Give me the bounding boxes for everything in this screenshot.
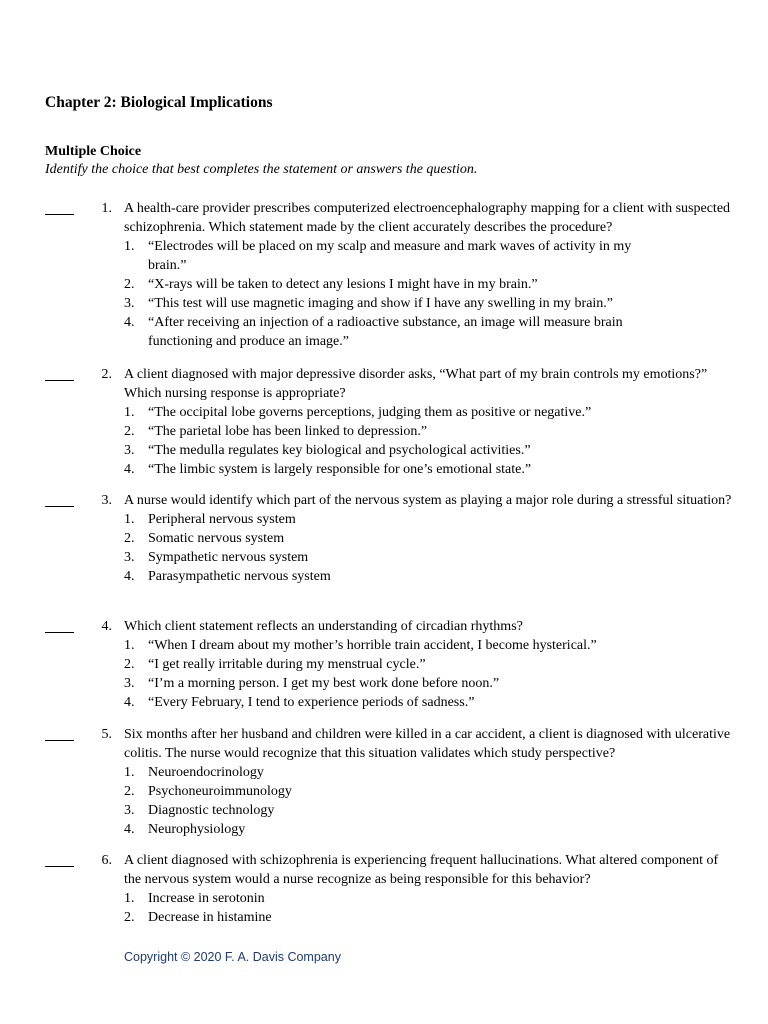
option-text: Somatic nervous system (148, 531, 285, 546)
option-text: Psychoneuroimmunology (148, 784, 292, 799)
option-number: 3. (124, 296, 135, 311)
option (124, 548, 735, 567)
question-3 (45, 491, 735, 586)
option (124, 782, 735, 801)
question-4 (45, 617, 735, 712)
option-text: “The medulla regulates key biological and psychological activities.” (148, 443, 531, 458)
option-number: 3. (124, 443, 135, 458)
option (124, 763, 735, 782)
option-text: Sympathetic nervous system (148, 550, 309, 565)
question-5 (45, 725, 735, 839)
question-stem: Which client statement reflects an understanding of circadian rhythms? (124, 619, 523, 634)
option-text: “When I dream about my mother’s horrible train accident, I become hysterical.” (148, 638, 597, 653)
question-number: 6. (101, 853, 112, 868)
question-stem: A client diagnosed with major depressive disorder asks, “What part of my brain controls my emotions?” Which nursing response is appropriate? (124, 367, 708, 401)
option-number: 4. (124, 569, 135, 584)
option (124, 313, 735, 351)
option (124, 403, 735, 422)
option (124, 275, 735, 294)
option (124, 801, 735, 820)
question-2 (45, 365, 735, 479)
option (124, 529, 735, 548)
option (124, 510, 735, 529)
option-text: “I get really irritable during my menstrual cycle.” (148, 657, 426, 672)
question-stem: A health-care provider prescribes computerized electroencephalography mapping for a client with suspected schizophrenia. Which statement made by the client accurately describes the procedure? (124, 201, 731, 235)
question-stem: Six months after her husband and children were killed in a car accident, a client is diagnosed with ulcerative colitis. The nurse would recognize that this situation validates which study perspective? (124, 727, 731, 761)
question-number: 2. (101, 367, 112, 382)
question-stem: A client diagnosed with schizophrenia is experiencing frequent hallucinations. What altered component of the nervous system would a nurse recognize as being responsible for this behavior? (124, 853, 719, 887)
option (124, 820, 735, 839)
option-number: 1. (124, 765, 135, 780)
option-number: 2. (124, 910, 135, 925)
option (124, 908, 735, 927)
answer-blank[interactable] (45, 491, 74, 507)
option-number: 4. (124, 462, 135, 477)
option-number: 2. (124, 784, 135, 799)
option-text: “Every February, I tend to experience periods of sadness.” (148, 695, 475, 710)
option (124, 294, 735, 313)
option-number: 2. (124, 277, 135, 292)
question-number: 5. (101, 727, 112, 742)
option-text: Neurophysiology (148, 822, 246, 837)
question-1 (45, 199, 735, 351)
option-text: “The occipital lobe governs perceptions, judging them as positive or negative.” (148, 405, 592, 420)
question-number: 1. (101, 201, 112, 216)
option-list (124, 763, 735, 839)
option-text: “The parietal lobe has been linked to depression.” (148, 424, 428, 439)
option (124, 674, 735, 693)
option-text: Neuroendocrinology (148, 765, 264, 780)
option-number: 2. (124, 531, 135, 546)
option-text: Peripheral nervous system (148, 512, 296, 527)
option (124, 422, 735, 441)
option-number: 3. (124, 550, 135, 565)
option-text: “Electrodes will be placed on my scalp and measure and mark waves of activity in my brain.” (148, 239, 632, 273)
answer-blank[interactable] (45, 725, 74, 741)
option-text: “I’m a morning person. I get my best work done before noon.” (148, 676, 500, 691)
option-number: 3. (124, 803, 135, 818)
option-list (124, 636, 735, 712)
option-text: Diagnostic technology (148, 803, 275, 818)
question-number: 4. (101, 619, 112, 634)
section-heading: Multiple Choice (45, 144, 142, 159)
option-number: 2. (124, 424, 135, 439)
option (124, 237, 735, 275)
option-number: 1. (124, 891, 135, 906)
option-number: 4. (124, 822, 135, 837)
option-number: 4. (124, 315, 135, 330)
option-number: 1. (124, 512, 135, 527)
option-text: Parasympathetic nervous system (148, 569, 331, 584)
option (124, 441, 735, 460)
option-number: 4. (124, 695, 135, 710)
option (124, 693, 735, 712)
option-text: Decrease in histamine (148, 910, 272, 925)
option-text: “After receiving an injection of a radioactive substance, an image will measure brain functioning and produce an image.” (148, 315, 623, 349)
option-text: “The limbic system is largely responsible for one’s emotional state.” (148, 462, 532, 477)
answer-blank[interactable] (45, 365, 74, 381)
option-list (124, 237, 735, 351)
option-number: 2. (124, 657, 135, 672)
option (124, 567, 735, 586)
option-number: 3. (124, 676, 135, 691)
copyright-footer: Copyright © 2020 F. A. Davis Company (124, 950, 341, 964)
option-number: 1. (124, 239, 135, 254)
option-list (124, 889, 735, 927)
option (124, 460, 735, 479)
answer-blank[interactable] (45, 851, 74, 867)
answer-blank[interactable] (45, 199, 74, 215)
question-6 (45, 851, 735, 927)
option (124, 889, 735, 908)
option-list (124, 403, 735, 479)
option (124, 636, 735, 655)
option-list (124, 510, 735, 586)
question-number: 3. (101, 493, 112, 508)
chapter-title: Chapter 2: Biological Implications (45, 94, 273, 111)
option-number: 1. (124, 405, 135, 420)
section-instructions: Identify the choice that best completes the statement or answers the question. (45, 162, 478, 177)
option-text: “This test will use magnetic imaging and show if I have any swelling in my brain.” (148, 296, 614, 311)
question-stem: A nurse would identify which part of the nervous system as playing a major role during a stressful situation? (124, 493, 732, 508)
option (124, 655, 735, 674)
option-text: Increase in serotonin (148, 891, 265, 906)
answer-blank[interactable] (45, 617, 74, 633)
option-number: 1. (124, 638, 135, 653)
option-text: “X-rays will be taken to detect any lesions I might have in my brain.” (148, 277, 538, 292)
